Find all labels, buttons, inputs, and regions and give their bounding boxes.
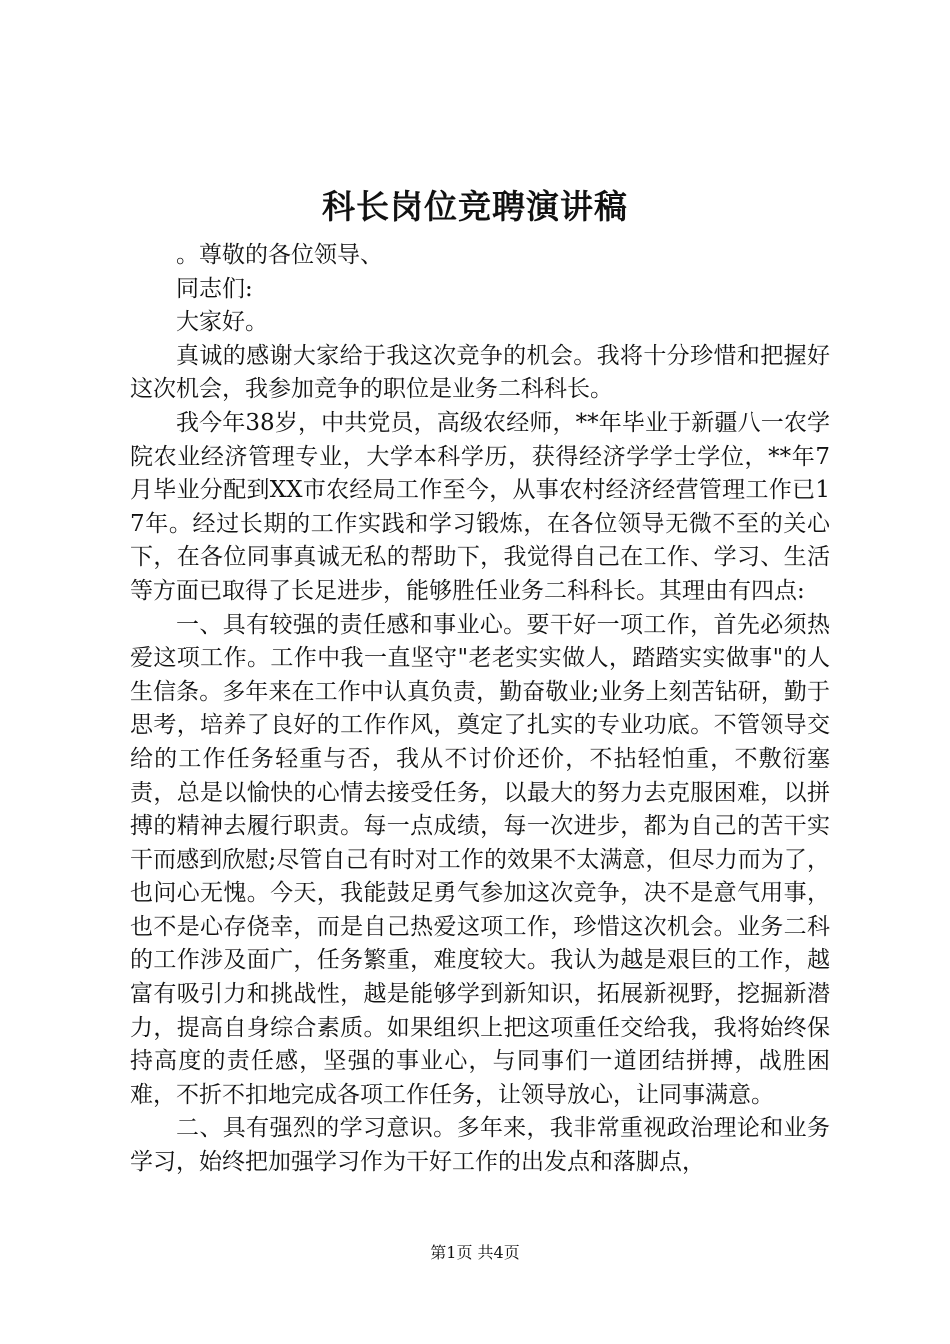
paragraph-thanks: 真诚的感谢大家给于我这次竞争的机会。我将十分珍惜和把握好这次机会，我参加竞争的职位是业务二科科长。 bbox=[130, 342, 830, 403]
paragraph-greeting: 大家好。 bbox=[176, 309, 268, 336]
paragraph-salutation-2: 同志们: bbox=[176, 275, 253, 302]
paragraph-self-intro: 我今年38岁，中共党员，高级农经师，**年毕业于新疆八一农学院农业经济管理专业，大学本科学历，获得经济学学士学位，**年7月毕业分配到XX市农经局工作至今，从事农村经济经营管理工作已17年。经过长期的工作实践和学习锻炼，在各位领导无微不至的关心下，在各位同事真诚无私的帮助下，我觉得自己在工作、学习、生活等方面已取得了长足进步，能够胜任业务二科科长。其理由有四点: bbox=[130, 409, 830, 604]
document-title: 科长岗位竞聘演讲稿 bbox=[322, 187, 628, 226]
page-footer: 第1页 共4页 bbox=[430, 1243, 520, 1262]
paragraph-reason-1: 一、具有较强的责任感和事业心。要干好一项工作，首先必须热爱这项工作。工作中我一直坚守"老老实实做人，踏踏实实做事"的人生信条。多年来在工作中认真负责，勤奋敬业;业务上刻苦钻研，勤于思考，培养了良好的工作作风，奠定了扎实的专业功底。不管领导交给的工作任务轻重与否，我从不讨价还价，不拈轻怕重，不敷衍塞责，总是以愉快的心情去接受任务，以最大的努力去克服困难，以拼搏的精神去履行职责。每一点成绩，每一次进步，都为自己的苦干实干而感到欣慰;尽管自己有时对工作的效果不太满意，但尽力而为了，也问心无愧。今天，我能鼓足勇气参加这次竞争，决不是意气用事，也不是心存侥幸，而是自己热爱这项工作，珍惜这次机会。业务二科的工作涉及面广，任务繁重，难度较大。我认为越是艰巨的工作，越富有吸引力和挑战性，越是能够学到新知识，拓展新视野，挖掘新潜力，提高自身综合素质。如果组织上把这项重任交给我，我将始终保持高度的责任感，坚强的事业心，与同事们一道团结拼搏，战胜困难，不折不扣地完成各项工作任务，让领导放心，让同事满意。 bbox=[130, 611, 830, 1108]
document-body bbox=[130, 239, 830, 1180]
paragraph-salutation: 。尊敬的各位领导、 bbox=[176, 242, 383, 268]
paragraph-reason-2: 二、具有强烈的学习意识。多年来，我非常重视政治理论和业务学习，始终把加强学习作为干好工作的出发点和落脚点， bbox=[130, 1115, 830, 1176]
